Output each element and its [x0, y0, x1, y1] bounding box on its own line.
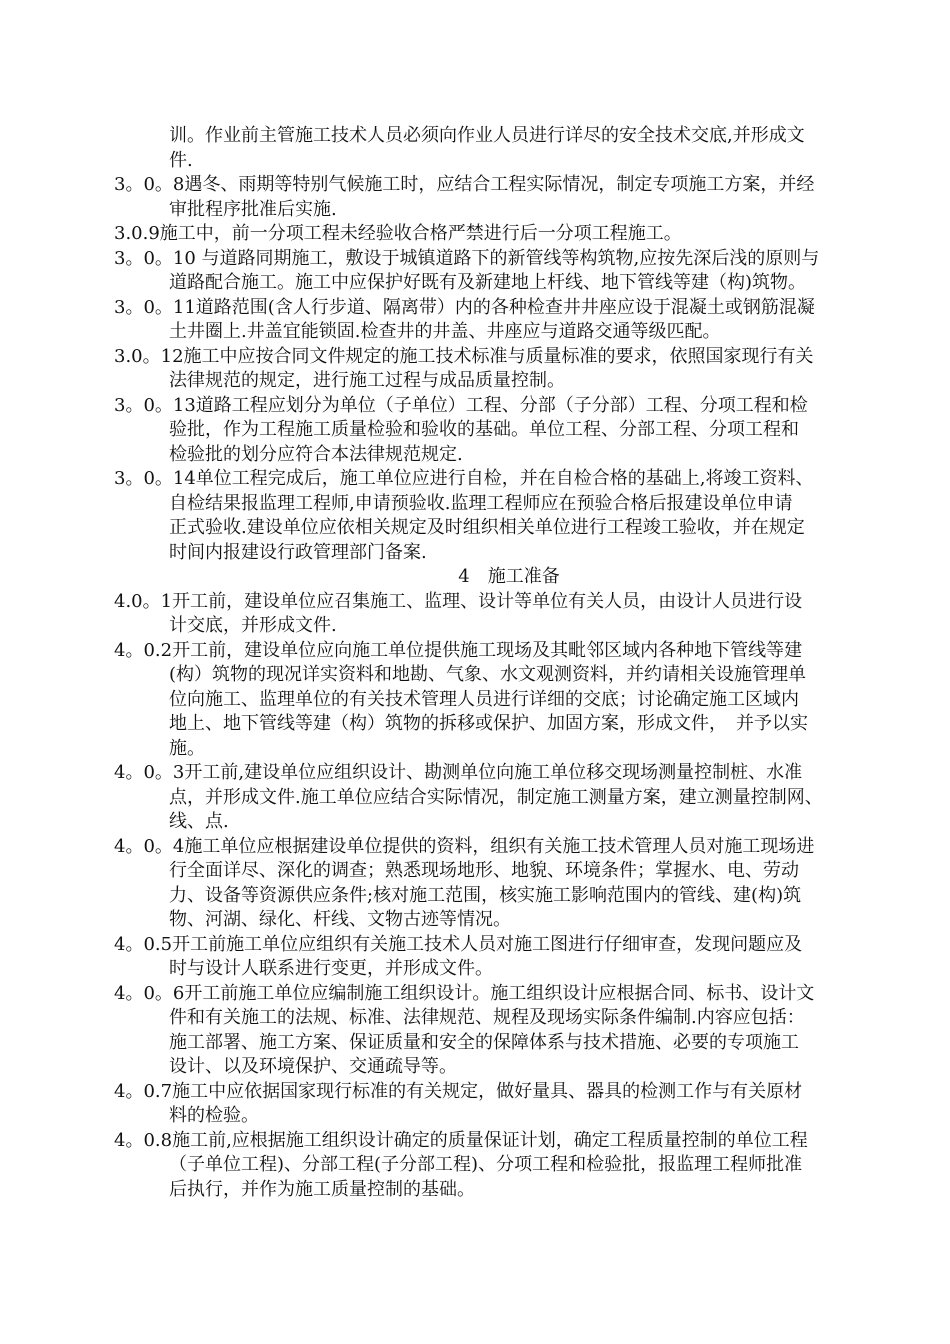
clause-continuation-line: 土井圈上.井盖宜能锁固.检查井的井盖、井座应与道路交通等级匹配。	[169, 321, 721, 342]
clause-continuation-line: 检验批的划分应符合本法律规范规定.	[169, 443, 463, 465]
clause-continuation-line: 力、设备等资源供应条件;核对施工范围，核实施工影响范围内的管线、建(构)筑	[169, 884, 802, 906]
clause-first-line: 3。0。11道路范围(含人行步道、隔离带）内的各种检查井井座应设于混凝土或钢筋混凝	[114, 296, 815, 318]
clause-first-line: 4.0。1开工前，建设单位应召集施工、监理、设计等单位有关人员，由设计人员进行设	[114, 590, 803, 612]
clause-continuation-line: 件.	[169, 149, 193, 171]
clause-first-line: 4。0.5开工前施工单位应组织有关施工技术人员对施工图进行仔细审查，发现问题应及	[114, 933, 803, 955]
clause-first-line: 4。0.7施工中应依据国家现行标准的有关规定，做好量具、器具的检测工作与有关原材	[114, 1080, 803, 1102]
clause-continuation-line: 道路配合施工。施工中应保护好既有及新建地上杆线、地下管线等建（构)筑物。	[169, 272, 807, 293]
clause-first-line: 4。0。3开工前,建设单位应组织设计、勘测单位向施工单位移交现场测量控制桩、水准	[114, 762, 803, 783]
clause-first-line: 4。0。6开工前施工单位应编制施工组织设计。施工组织设计应根据合同、标书、设计文	[114, 982, 815, 1004]
clause-first-line: 4。0.2开工前，建设单位应向施工单位提供施工现场及其毗邻区域内各种地下管线等建	[114, 639, 803, 661]
clause-continuation-line: 点，并形成文件.施工单位应结合实际情况，制定施工测量方案，建立测量控制网、	[169, 786, 823, 808]
clause-continuation-line: 件和有关施工的法规、标准、法律规范、规程及现场实际条件编制.内容应包括：	[169, 1007, 805, 1028]
clause-continuation-line: 设计、以及环境保护、交通疏导等。	[169, 1056, 457, 1077]
clause-first-line: 4。0.8施工前,应根据施工组织设计确定的质量保证计划，确定工程质量控制的单位工程	[114, 1129, 808, 1151]
clause-continuation-line: 时间内报建设行政管理部门备案.	[169, 541, 427, 563]
clause-continuation-line: 自检结果报监理工程师,申请预验收.监理工程师应在预验合格后报建设单位申请	[169, 492, 793, 514]
clause-continuation-line: 审批程序批准后实施.	[169, 198, 337, 220]
clause-first-line: 3.0。12施工中应按合同文件规定的施工技术标准与质量标准的要求，依照国家现行有关	[114, 345, 814, 367]
clause-continuation-line: （子单位工程)、分部工程(子分部工程)、分项工程和检验批，报监理工程师批准	[169, 1154, 803, 1175]
clause-first-line: 3。0。8遇冬、雨期等特别气候施工时，应结合工程实际情况，制定专项施工方案，并经	[114, 174, 815, 195]
clause-continuation-line: 后执行，并作为施工质量控制的基础。	[169, 1178, 475, 1200]
clause-continuation-line: 位向施工、监理单位的有关技术管理人员进行详细的交底；讨论确定施工区域内	[169, 688, 799, 710]
clause-continuation-line: 料的检验。	[169, 1105, 259, 1126]
clause-continuation-line: 地上、地下管线等建（构）筑物的拆移或保护、加固方案，形成文件， 并予以实	[169, 713, 808, 734]
clause-first-line: 3。0。14单位工程完成后，施工单位应进行自检，并在自检合格的基础上,将竣工资料、	[114, 468, 814, 489]
clause-first-line: 3.0.9施工中，前一分项工程未经验收合格严禁进行后一分项工程施工。	[114, 223, 682, 244]
clause-continuation-line: 物、河湖、绿化、杆线、文物古迹等情况。	[169, 909, 511, 930]
clause-continuation-line: 正式验收.建设单位应依相关规定及时组织相关单位进行工程竣工验收，并在规定	[169, 517, 805, 538]
clause-continuation-line: 法律规范的规定，进行施工过程与成品质量控制。	[169, 370, 565, 391]
clause-continuation-line: 时与设计人联系进行变更，并形成文件。	[169, 958, 493, 979]
clause-continuation-line: 施。	[169, 737, 205, 759]
clause-continuation-line: 训。作业前主管施工技术人员必须向作业人员进行详尽的安全技术交底,并形成文	[169, 125, 805, 146]
clause-continuation-line: (构）筑物的现况详实资料和地勘、气象、水文观测资料，并约请相关设施管理单	[169, 664, 807, 685]
clause-continuation-line: 验批，作为工程施工质量检验和验收的基础。单位工程、分部工程、分项工程和	[169, 419, 799, 440]
clause-continuation-line: 计交底，并形成文件.	[169, 615, 337, 636]
clause-first-line: 3。0。10 与道路同期施工，敷设于城镇道路下的新管线等构筑物,应按先深后浅的原则与	[114, 247, 820, 269]
section-heading: 4 施工准备	[458, 566, 560, 587]
clause-continuation-line: 线、点.	[169, 811, 229, 832]
clause-first-line: 3。0。13道路工程应划分为单位（子单位）工程、分部（子分部）工程、分项工程和检	[114, 394, 808, 416]
clause-first-line: 4。0。4施工单位应根据建设单位提供的资料，组织有关施工技术管理人员对施工现场进	[114, 835, 815, 857]
document-body	[114, 124, 864, 1202]
clause-continuation-line: 行全面详尽、深化的调查；熟悉现场地形、地貌、环境条件；掌握水、电、劳动	[169, 860, 799, 881]
clause-continuation-line: 施工部署、施工方案、保证质量和安全的保障体系与技术措施、必要的专项施工	[169, 1031, 799, 1053]
